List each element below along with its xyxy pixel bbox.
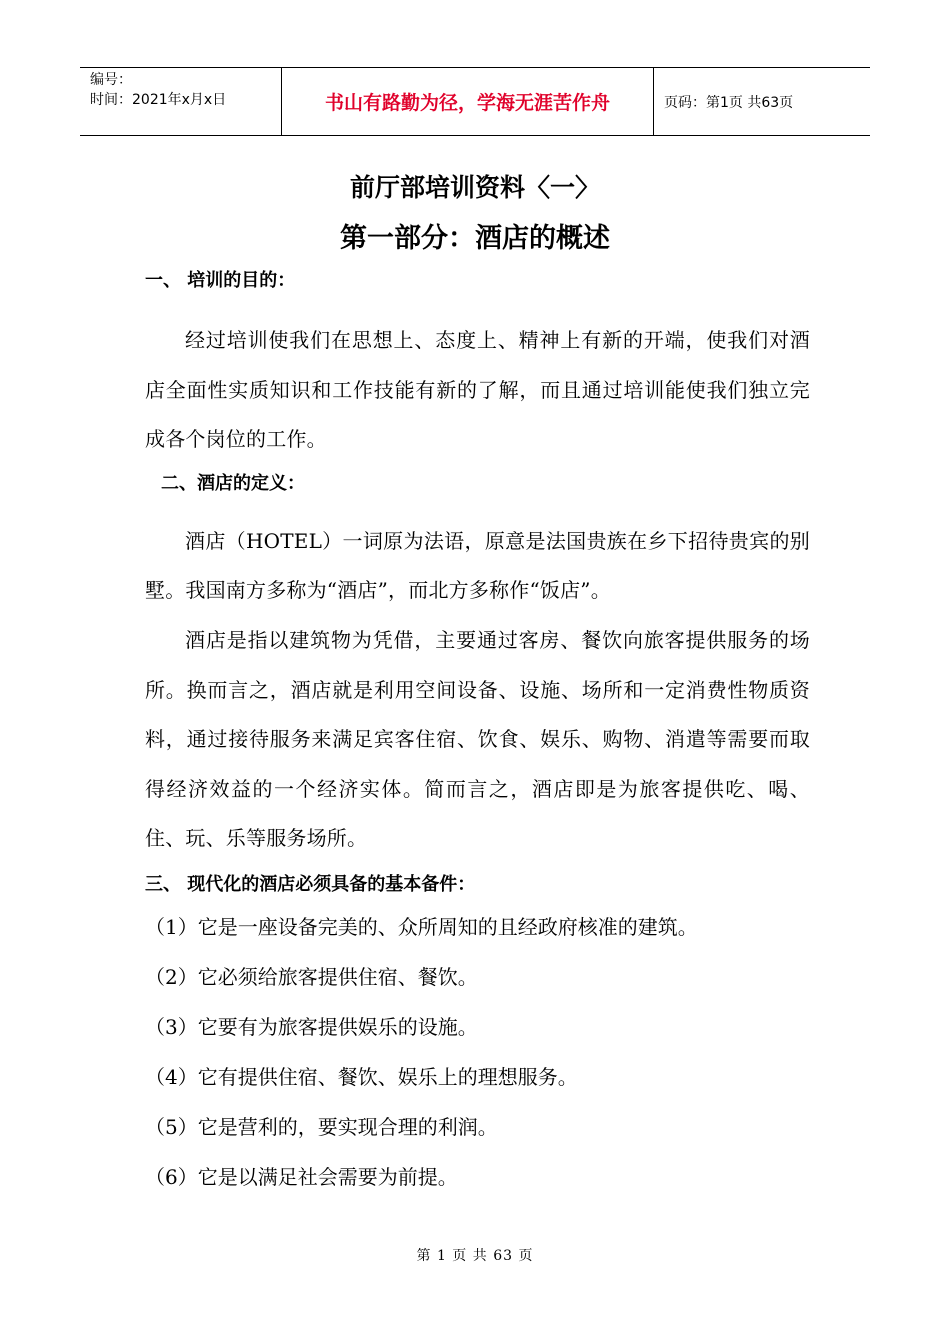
header-meta — [80, 68, 282, 135]
list-item: （2）它必须给旅客提供住宿、餐饮。 — [145, 964, 478, 989]
section-2-paragraph-1: 酒店（HOTEL）一词原为法语，原意是法国贵族在乡下招待贵宾的别墅。我国南方多称为“酒店”，而北方多称作“饭店”。 — [145, 528, 810, 603]
header-table — [80, 67, 870, 136]
number-label: 编号： — [90, 72, 132, 88]
section-2-paragraph-2: 酒店是指以建筑物为凭借，主要通过客房、餐饮向旅客提供服务的场所。换而言之，酒店就是利用空间设备、设施、场所和一定消费性物质资料，通过接待服务来满足宾客住宿、饮食、娱乐、购物、消遣等需要而取得经济效益的一个经济实体。简而言之，酒店即是为旅客提供吃、喝、住、玩、乐等服务场所。 — [145, 627, 810, 851]
document-subtitle: 第一部分：酒店的概述 — [340, 223, 610, 254]
section-1-heading: 一、 培训的目的： — [145, 270, 296, 291]
section-1-paragraph: 经过培训使我们在思想上、态度上、精神上有新的开端，使我们对酒店全面性实质知识和工作技能有新的了解，而且通过培训能使我们独立完成各个岗位的工作。 — [145, 328, 810, 452]
list-item: （4）它有提供住宿、餐饮、娱乐上的理想服务。 — [145, 1064, 578, 1089]
document-body — [145, 268, 810, 1202]
list-item: （1）它是一座设备完美的、众所周知的且经政府核准的建筑。 — [145, 914, 698, 939]
section-3-heading: 三、 现代化的酒店必须具备的基本备件： — [145, 873, 476, 895]
page-footer: 第 1 页 共 63 页 — [416, 1248, 534, 1264]
header-page-info: 页码：第1页 共63页 — [664, 94, 794, 111]
list-item: （3）它要有为旅客提供娱乐的设施。 — [145, 1014, 478, 1039]
document-title: 前厅部培训资料〈一〉 — [349, 173, 600, 202]
requirements-list — [145, 902, 810, 1202]
section-2-heading: 二、酒店的定义： — [161, 472, 305, 494]
list-item: （5）它是营利的，要实现合理的利润。 — [145, 1114, 498, 1139]
list-item: （6）它是以满足社会需要为前提。 — [145, 1164, 458, 1189]
time-label: 时间：2021年x月x日 — [90, 92, 227, 108]
header-motto: 书山有路勤为径，学海无涯苦作舟 — [282, 68, 654, 135]
